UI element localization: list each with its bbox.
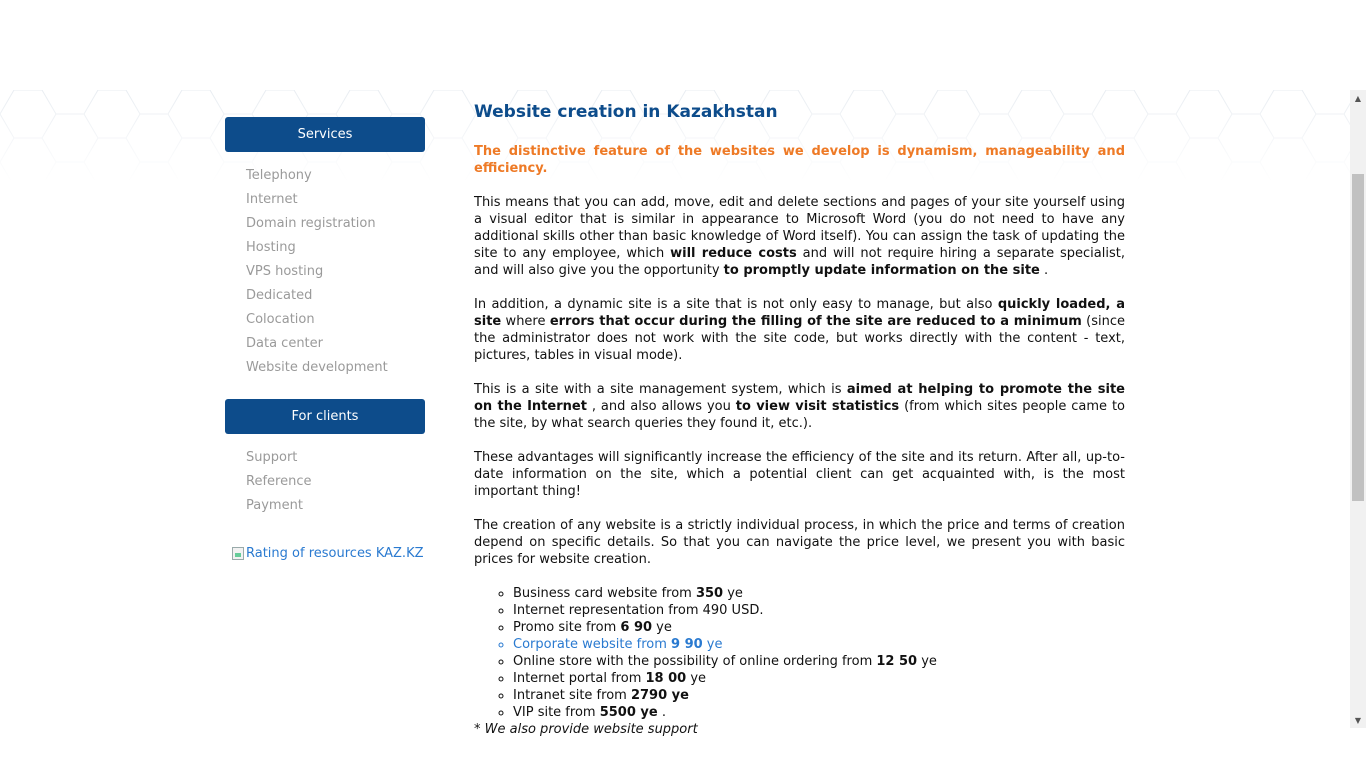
paragraph-3: This is a site with a site management system, which is aimed at helping to promote the site on the Internet , and also allows you to view visit statistics (from which sites people came to the site, by what search queries they found it, etc.). — [474, 382, 1125, 431]
price-item: ◦ VIP site from 5500 ye . — [513, 704, 1125, 721]
price-item: ◦ Internet representation from 490 USD. — [513, 602, 1125, 619]
price-item: ◦ Business card website from 350 ye — [513, 585, 1125, 602]
rating-banner-link[interactable] — [225, 546, 425, 561]
clients-menu — [225, 446, 425, 518]
sidebar-item-data-center[interactable]: Data center — [246, 336, 323, 351]
scroll-thumb[interactable] — [1352, 174, 1364, 501]
sidebar-item-vps-hosting[interactable]: VPS hosting — [246, 264, 324, 279]
broken-image-icon — [232, 547, 244, 560]
page-title: Website creation in Kazakhstan — [474, 102, 778, 122]
price-item: ◦ Promo site from 6 90 ye — [513, 619, 1125, 636]
main-content — [474, 100, 1125, 738]
support-note: * We also provide website support — [474, 722, 698, 737]
lead-text: The distinctive feature of the websites we develop is dynamism, manageability and efficiency. — [474, 144, 1125, 176]
paragraph-1: This means that you can add, move, edit and delete sections and pages of your site yourself using a visual editor that is similar in appearance to Microsoft Word (you do not need to have any additional skills other than basic knowledge of Word itself). You can assign the task of updating the site to any employee, which will reduce costs and will not require hiring a separate specialist, and will also give you the opportunity to promptly update information on the site . — [474, 195, 1125, 278]
sidebar-item-payment[interactable]: Payment — [246, 498, 303, 513]
vertical-scrollbar[interactable] — [1350, 90, 1366, 728]
sidebar-item-internet[interactable]: Internet — [246, 192, 298, 207]
paragraph-2: In addition, a dynamic site is a site that is not only easy to manage, but also quickly loaded, a site where errors that occur during the filling of the site are reduced to a minimum (since the administrator does not work with the site code, but works directly with the content - text, pictures, tables in visual mode). — [474, 297, 1125, 363]
sidebar-item-hosting[interactable]: Hosting — [246, 240, 296, 255]
services-menu — [225, 164, 425, 380]
sidebar-item-domain-registration[interactable]: Domain registration — [246, 216, 376, 231]
paragraph-5: The creation of any website is a strictly individual process, in which the price and terms of creation depend on specific details. So that you can navigate the price level, we present you with basic prices for website creation. — [474, 518, 1125, 567]
sidebar-item-reference[interactable]: Reference — [246, 474, 312, 489]
rating-banner-alt-text: Rating of resources KAZ.KZ — [246, 546, 424, 561]
price-item: ◦ Intranet site from 2790 ye — [513, 687, 1125, 704]
services-header: Services — [225, 117, 425, 152]
sidebar-item-support[interactable]: Support — [246, 450, 298, 465]
sidebar-item-website-development[interactable]: Website development — [246, 360, 388, 375]
sidebar-item-telephony[interactable]: Telephony — [246, 168, 312, 183]
paragraph-4: These advantages will significantly increase the efficiency of the site and its return. After all, up-to-date information on the site, which a potential client can get acquainted with, is the most important thing! — [474, 450, 1125, 499]
scroll-up-arrow-icon[interactable]: ▲ — [1354, 93, 1362, 103]
sidebar — [225, 117, 425, 561]
price-item: ◦ Internet portal from 18 00 ye — [513, 670, 1125, 687]
for-clients-header: For clients — [225, 399, 425, 434]
sidebar-item-colocation[interactable]: Colocation — [246, 312, 315, 327]
price-list — [474, 585, 1125, 721]
sidebar-item-dedicated[interactable]: Dedicated — [246, 288, 313, 303]
price-item: ◦ Online store with the possibility of online ordering from 12 50 ye — [513, 653, 1125, 670]
scroll-down-arrow-icon[interactable]: ▼ — [1354, 715, 1362, 725]
price-item-corporate-link[interactable]: ◦ Corporate website from 9 90 ye — [513, 636, 1125, 653]
